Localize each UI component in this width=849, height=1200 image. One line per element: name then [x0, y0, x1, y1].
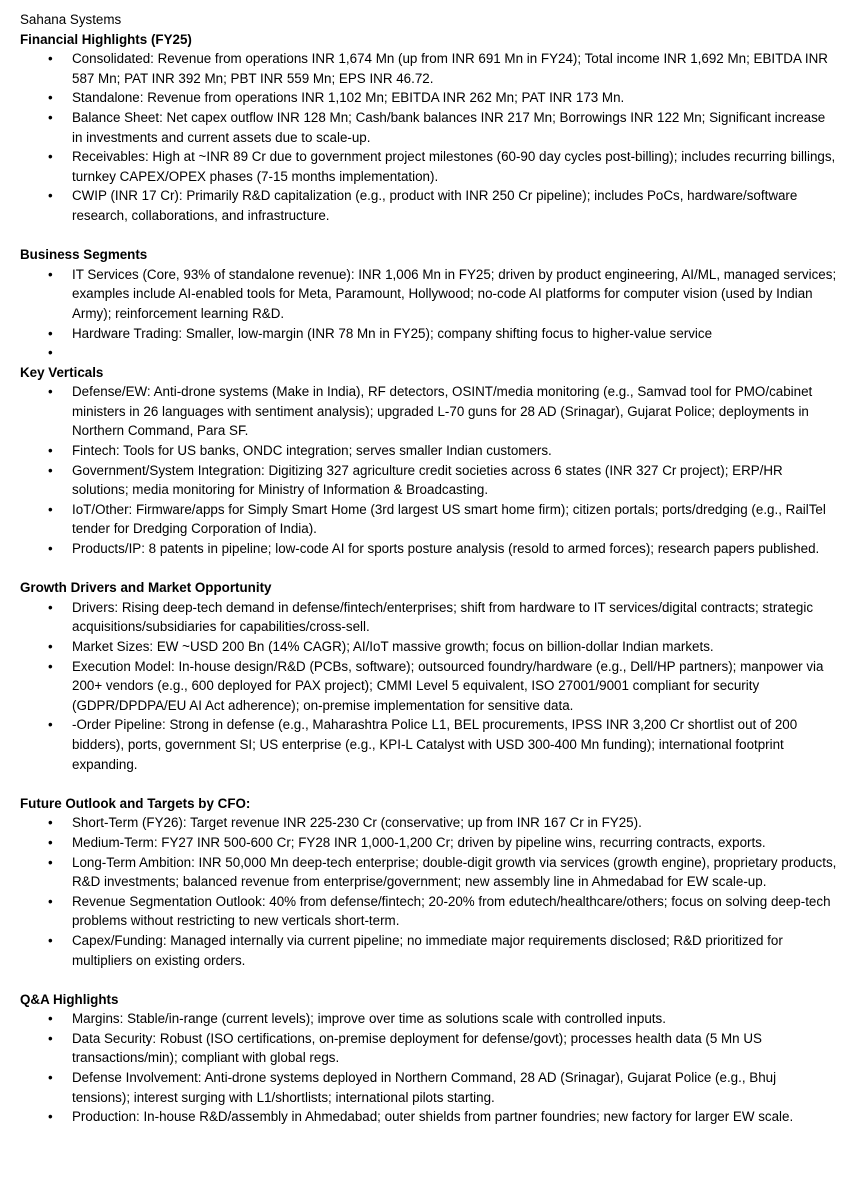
list-item	[20, 1068, 837, 1107]
list-item-text: Products/IP: 8 patents in pipeline; low-code AI for sports posture analysis (resold to armed forces); research papers published.	[72, 541, 820, 557]
bullet-icon: •	[48, 834, 53, 850]
bullet-icon: •	[48, 1070, 53, 1086]
bullet-list	[20, 265, 837, 363]
section-growth-drivers-and-market-opportunity	[20, 578, 837, 774]
list-item-text: Production: In-house R&D/assembly in Ahmedabad; outer shields from partner foundries; new factory for larger EW scale.	[72, 1109, 794, 1125]
bullet-icon: •	[48, 599, 53, 615]
list-item	[20, 461, 837, 500]
bullet-icon: •	[48, 51, 53, 67]
list-item-text: Consolidated: Revenue from operations INR 1,674 Mn (up from INR 691 Mn in FY24); Total income INR 1,692 Mn; EBITDA INR 587 Mn; PAT INR 392 Mn; PBT INR 559 Mn; EPS INR 46.72.	[72, 51, 828, 86]
bullet-list	[20, 382, 837, 558]
bullet-icon: •	[48, 658, 53, 674]
list-item	[20, 539, 837, 559]
list-item-text: -Order Pipeline: Strong in defense (e.g., Maharashtra Police L1, BEL procurements, IPSS INR 3,200 Cr shortlist out of 200 bidders), ports, government SI; US enterprise (e.g., KPI-L Catalyst with USD 300-400 Mn funding); international footprint expanding.	[72, 717, 798, 772]
list-item	[20, 892, 837, 931]
document-body	[20, 30, 837, 1127]
list-item	[20, 853, 837, 892]
section-key-verticals	[20, 363, 837, 559]
list-item	[20, 657, 837, 716]
list-item-text: Long-Term Ambition: INR 50,000 Mn deep-tech enterprise; double-digit growth via services (growth engine), proprietary products, R&D investments; balanced revenue from enterprise/government; new assembly line in Ahmedabad for EW scale-up.	[72, 854, 837, 890]
list-item	[20, 598, 837, 637]
section-financial-highlights-fy25	[20, 30, 837, 226]
section-heading: Key Verticals	[20, 364, 104, 380]
bullet-icon: •	[48, 109, 53, 125]
section-heading: Business Segments	[20, 247, 148, 263]
bullet-list	[20, 1009, 837, 1127]
list-item	[20, 1107, 837, 1127]
bullet-icon: •	[48, 325, 53, 341]
list-item	[20, 88, 837, 108]
bullet-icon: •	[48, 501, 53, 517]
list-item	[20, 715, 837, 774]
bullet-icon: •	[48, 1109, 53, 1125]
bullet-icon: •	[48, 815, 53, 831]
list-item	[20, 500, 837, 539]
list-item-text: Revenue Segmentation Outlook: 40% from defense/fintech; 20-20% from edutech/healthcare/others; focus on solving deep-tech problems without restricting to new verticals short-term.	[72, 893, 831, 929]
list-item-text: Defense/EW: Anti-drone systems (Make in India), RF detectors, OSINT/media monitoring (e.g., Samvad tool for PMO/cabinet ministers in 26 languages with sentiment analysis); upgraded L-70 guns for 28 AD (Srinagar), Gujarat Police; deployments in Northern Command, Para SF.	[72, 384, 813, 439]
list-item	[20, 382, 837, 441]
section-future-outlook-and-targets-by-cfo	[20, 794, 837, 970]
list-item-text: IT Services (Core, 93% of standalone revenue): INR 1,006 Mn in FY25; driven by product engineering, AI/ML, managed services; examples include AI-enabled tools for Meta, Paramount, Hollywood; no-code AI platforms for computer vision (used by Indian Army); reinforcement learning R&D.	[72, 266, 837, 321]
bullet-icon: •	[48, 462, 53, 478]
list-item-text: Receivables: High at ~INR 89 Cr due to government project milestones (60-90 day cycles post-billing); includes recurring billings, turnkey CAPEX/OPEX phases (7-15 months implementation).	[72, 149, 836, 184]
bullet-icon: •	[48, 541, 53, 557]
list-item-text: Medium-Term: FY27 INR 500-600 Cr; FY28 INR 1,000-1,200 Cr; driven by pipeline wins, recurring contracts, exports.	[72, 834, 766, 850]
bullet-list	[20, 598, 837, 774]
bullet-icon: •	[48, 1011, 53, 1027]
bullet-icon: •	[48, 149, 53, 165]
list-item-text: Defense Involvement: Anti-drone systems deployed in Northern Command, 28 AD (Srinagar), Gujarat Police (e.g., Bhuj tensions); interest surging with L1/shortlists; international pilots starting.	[72, 1070, 777, 1105]
list-item-text: CWIP (INR 17 Cr): Primarily R&D capitalization (e.g., product with INR 250 Cr pipeline); includes PoCs, hardware/software research, collaborations, and infrastructure.	[72, 188, 798, 223]
bullet-icon: •	[48, 90, 53, 106]
list-item	[20, 343, 837, 363]
bullet-icon: •	[48, 717, 53, 733]
bullet-icon: •	[48, 639, 53, 654]
section-heading: Future Outlook and Targets by CFO:	[20, 795, 251, 811]
list-item-text: Balance Sheet: Net capex outflow INR 128 Mn; Cash/bank balances INR 217 Mn; Borrowings INR 122 Mn; Significant increase in investments and current assets due to scale-up.	[72, 109, 826, 145]
list-item-text: Hardware Trading: Smaller, low-margin (INR 78 Mn in FY25); company shifting focus to higher-value service	[72, 325, 713, 341]
list-item-text: Market Sizes: EW ~USD 200 Bn (14% CAGR); AI/IoT massive growth; focus on billion-dollar Indian markets.	[72, 639, 714, 654]
list-item	[20, 931, 837, 970]
section-business-segments	[20, 245, 837, 363]
bullet-icon: •	[48, 384, 53, 400]
list-item	[20, 637, 837, 657]
list-item	[20, 813, 837, 833]
list-item	[20, 324, 837, 344]
section-heading: Financial Highlights (FY25)	[20, 31, 192, 47]
list-item	[20, 833, 837, 853]
bullet-icon: •	[48, 1030, 53, 1046]
bullet-icon: •	[48, 188, 53, 204]
company-name: Sahana Systems	[20, 12, 122, 27]
list-item-text: Margins: Stable/in-range (current levels); improve over time as solutions scale with controlled inputs.	[72, 1011, 666, 1027]
bullet-icon: •	[48, 266, 53, 282]
list-item	[20, 441, 837, 461]
list-item	[20, 49, 837, 88]
section-q-a-highlights	[20, 990, 837, 1127]
list-item	[20, 147, 837, 186]
list-item	[20, 1029, 837, 1068]
bullet-list	[20, 813, 837, 970]
section-heading: Growth Drivers and Market Opportunity	[20, 580, 272, 596]
bullet-list	[20, 49, 837, 225]
list-item-text: Drivers: Rising deep-tech demand in defense/fintech/enterprises; shift from hardware to IT services/digital contracts; strategic acquisitions/subsidiaries for capabilities/cross-sell.	[72, 599, 814, 635]
bullet-icon: •	[48, 854, 53, 870]
list-item-text: Capex/Funding: Managed internally via current pipeline; no immediate major requirements disclosed; R&D prioritized for multipliers on existing orders.	[72, 932, 783, 968]
list-item	[20, 186, 837, 225]
list-item-text: Fintech: Tools for US banks, ONDC integration; serves smaller Indian customers.	[72, 443, 552, 459]
list-item-text: Government/System Integration: Digitizing 327 agriculture credit societies across 6 states (INR 327 Cr project); ERP/HR solutions; media monitoring for Ministry of Information & Broadcasting.	[72, 462, 783, 498]
list-item-text: Data Security: Robust (ISO certifications, on-premise deployment for defense/govt); processes health data (5 Mn US transactions/min); compliant with global regs.	[72, 1030, 762, 1066]
list-item-text: Standalone: Revenue from operations INR 1,102 Mn; EBITDA INR 262 Mn; PAT INR 173 Mn.	[72, 90, 625, 106]
bullet-icon: •	[48, 443, 53, 459]
list-item-text: IoT/Other: Firmware/apps for Simply Smart Home (3rd largest US smart home firm); citizen portals; ports/dredging (e.g., RailTel tender for Dredging Corporation of India).	[72, 501, 826, 537]
list-item	[20, 1009, 837, 1029]
bullet-icon: •	[48, 345, 53, 361]
section-heading: Q&A Highlights	[20, 991, 119, 1007]
bullet-icon: •	[48, 893, 53, 909]
list-item	[20, 265, 837, 324]
list-item	[20, 108, 837, 147]
list-item-text: Short-Term (FY26): Target revenue INR 225-230 Cr (conservative; up from INR 167 Cr in FY25).	[72, 815, 642, 831]
list-item-text: Execution Model: In-house design/R&D (PCBs, software); outsourced foundry/hardware (e.g., Dell/HP partners); manpower via 200+ vendors (e.g., 600 deployed for PAX project); CMMI Level 5 equivalent, ISO 27001/9001 compliant for security (GDPR/DPDPA/EU AI Act adherence); on-premise implementation for sensitive data.	[72, 658, 824, 713]
bullet-icon: •	[48, 932, 53, 948]
